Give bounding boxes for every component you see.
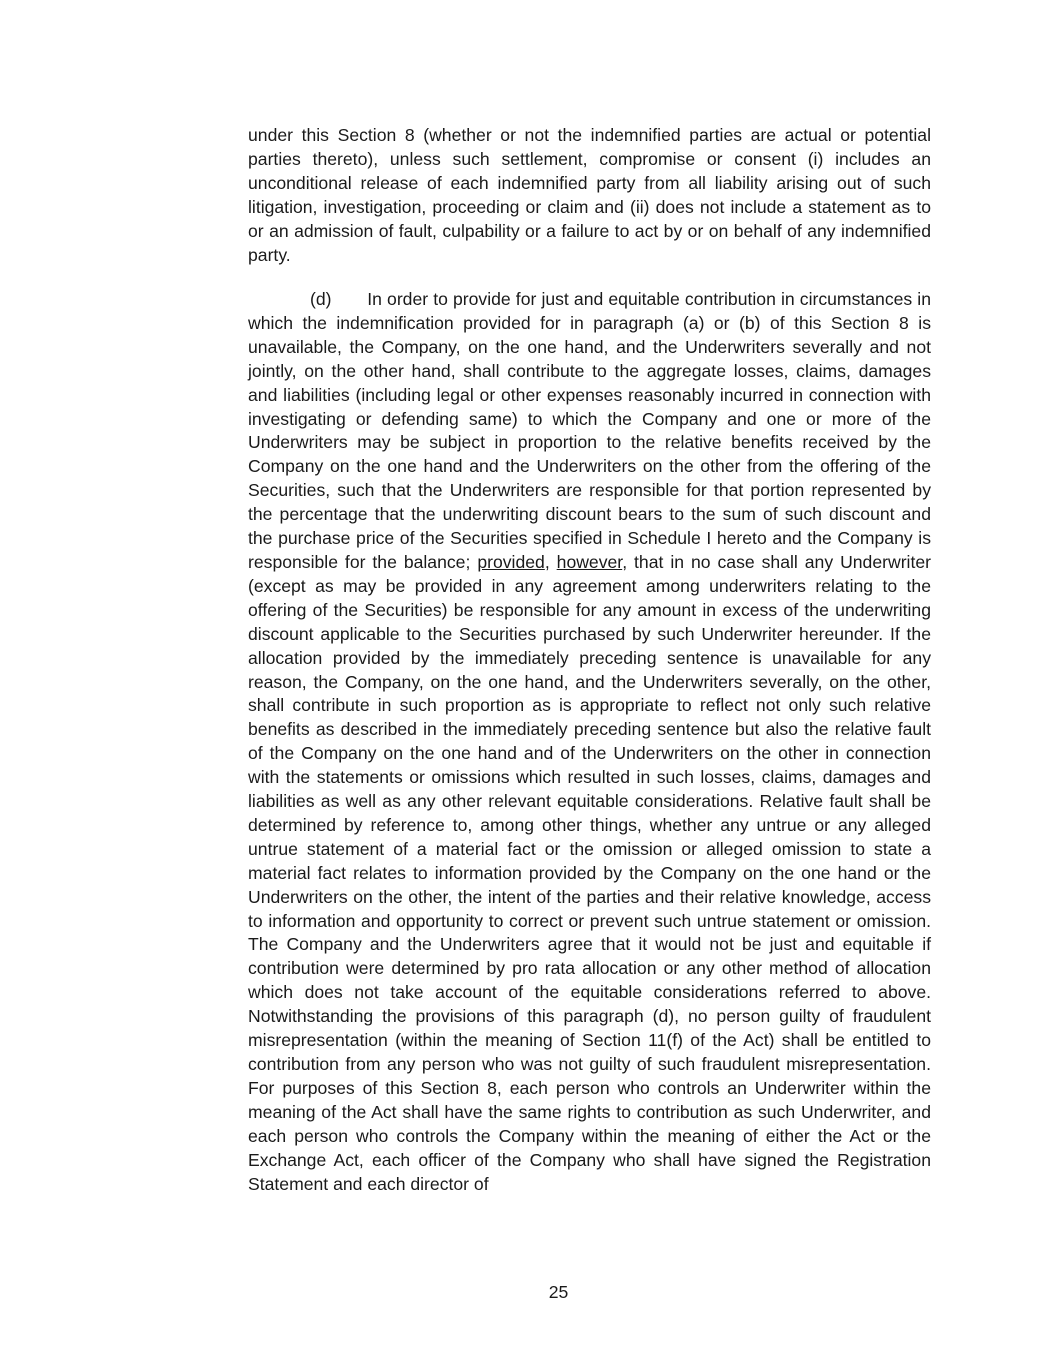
paragraph-marker: (d): [310, 289, 332, 309]
comma-separator: ,: [544, 551, 557, 572]
page-number: 25: [548, 1282, 569, 1302]
paragraph-d: [248, 288, 931, 1196]
paragraph-continuation: under this Section 8 (whether or not the indemnified parties are actual or potential parties thereto), unless such settlement, compromise or consent (i) includes an unconditional release of each indemnified party from all liability arising out of such litigation, investigation, proceeding or claim and (ii) does not include a statement as to or an admission of fault, culpability or a failure to act by or on behalf of any indemnified party.: [248, 125, 931, 265]
paragraph-d-text-start: In order to provide for just and equitable contribution in circumstances in which the indemnification provided for in paragraph (a) or (b) of this Section 8 is unavailable, the Company, on the one hand, and the Underwriters severally and not jointly, on the other hand, shall contribute to the aggregate losses, claims, damages and liabilities (including legal or other expenses reasonably incurred in connection with investigating or defending same) to which the Company and one or more of the Underwriters may be subject in proportion to the relative benefits received by the Company on the one hand and the Underwriters on the other from the offering of the Securities, such that the Underwriters are responsible for that portion represented by the percentage that the underwriting discount bears to the sum of such discount and the purchase price of the Securities specified in Schedule I hereto and the Company is responsible for the balance;: [248, 289, 932, 572]
paragraph-d-text-end: , that in no case shall any Underwriter (except as may be provided in any agreement among underwriters relating to the offering of the Securities) be responsible for any amount in excess of the underwriting discount applicable to the Securities purchased by such Underwriter hereunder. If the allocation provided by the immediately preceding sentence is unavailable for any reason, the Company, on the one hand, and the Underwriters severally, on the other, shall contribute in such proportion as is appropriate to reflect not only such relative benefits as described in the immediately preceding sentence but also the relative fault of the Company on the one hand and of the Underwriters on the other in connection with the statements or omissions which resulted in such losses, claims, damages and liabilities as well as any other relevant equitable considerations. Relative fault shall be determined by reference to, among other things, whether any untrue or any alleged untrue statement of a material fact or the omission or alleged omission to state a material fact relates to information provided by the Company on the one hand or the Underwriters on the other, the intent of the parties and their relative knowledge, access to information and opportunity to correct or prevent such untrue statement or omission. The Company and the Underwriters agree that it would not be just and equitable if contribution were determined by pro rata allocation or any other method of allocation which does not take account of the equitable considerations referred to above. Notwithstanding the provisions of this paragraph (d), no person guilty of fraudulent misrepresentation (within the meaning of Section 11(f) of the Act) shall be entitled to contribution from any person who was not guilty of such fraudulent misrepresentation. For purposes of this Section 8, each person who controls an Underwriter within the meaning of the Act shall have the same rights to contribution as such Underwriter, and each person who controls the Company within the meaning of either the Act or the Exchange Act, each officer of the Company who shall have signed the Registration Statement and each director of: [248, 551, 931, 1194]
provided-term: provided: [477, 551, 545, 572]
however-term: however: [556, 551, 623, 572]
